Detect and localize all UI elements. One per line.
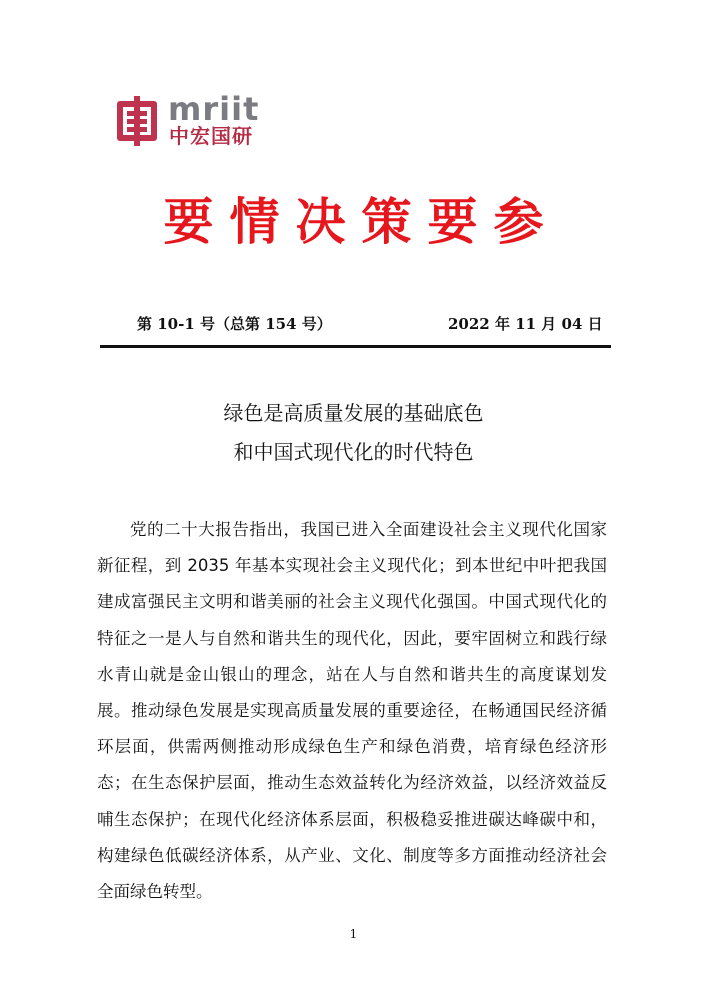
logo-chinese-text: 中宏国研 (169, 124, 253, 148)
article-title-line-1: 绿色是高质量发展的基础底色 (223, 401, 484, 425)
issue-number: 第 10-1 号（总第 154 号） (137, 315, 332, 333)
logo-latin-text: mriit (168, 90, 260, 128)
article-title-line-2: 和中国式现代化的时代特色 (233, 440, 474, 464)
header-divider (100, 345, 611, 348)
issue-date: 2022 年 11 月 04 日 (448, 315, 603, 333)
page-number: 1 (349, 927, 358, 941)
body-paragraph: 党的二十大报告指出，我国已进入全面建设社会主义现代化国家新征程，到 2035 年基本实现社会主义现代化；到本世纪中叶把我国建成富强民主文明和谐美丽的社会主义现代化强国。中国式现代化的特征之一是人与自然和谐共生的现代化，因此，要牢固树立和践行绿水青山就是金山银山的理念，站在人与自然和谐共生的高度谋划发展。推动绿色发展是实现高质量发展的重要途径，在畅通国民经济循环层面，供需两侧推动形成绿色生产和绿色消费，培育绿色经济形态；在生态保护层面，推动生态效益转化为经济效益，以经济效益反哺生态保护；在现代化经济体系层面，积极稳妥推进碳达峰碳中和，构建绿色低碳经济体系，从产业、文化、制度等多方面推动经济社会全面绿色转型。 (97, 520, 607, 902)
logo-mark-icon (114, 96, 160, 146)
masthead-title: 要情决策要参 (163, 192, 560, 251)
logo (114, 90, 260, 150)
article-body (97, 512, 607, 910)
